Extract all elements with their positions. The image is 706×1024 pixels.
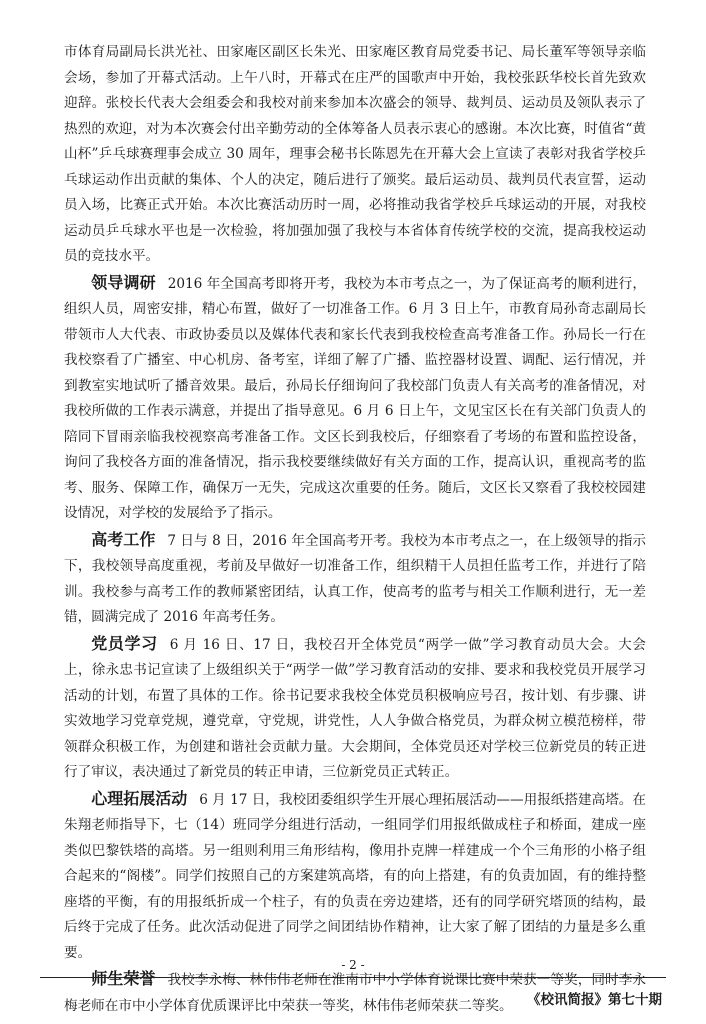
section-heading: 师生荣誉 — [91, 969, 156, 988]
section-leadership-visit — [64, 270, 646, 527]
section-heading: 领导调研 — [91, 272, 156, 292]
footer-divider — [40, 977, 666, 978]
section-party-study — [64, 631, 646, 786]
section-heading: 高考工作 — [91, 529, 156, 549]
section-text: 6 月 16 日、17 日，我校召开全体党员“两学一做”学习教育动员大会。大会上，徐永忠书记宣读了上级组织关于“两学一做”学习教育活动的安排、要求和我校党员开展学习活动的计划，布置了具体的工作。徐书记要求我校全体党员积极响应号召，按计划、有步骤、讲实效地学习党章党规，遵党章，守党规，讲党性，人人争做合格党员，为群众树立模范榜样，带领群众积极工作，为创建和谐社会贡献力量。大会期间，全体党员还对学校三位新党员的转正进行了审议，表决通过了新党员的转正申请，三位新党员正式转正。 — [64, 636, 646, 780]
newsletter-issue-label: 《校讯简报》第七十期 — [527, 992, 662, 1008]
section-heading: 党员学习 — [91, 633, 158, 653]
intro-paragraph: 市体育局副局长洪光社、田家庵区副区长朱光、田家庵区教育局党委书记、局长董军等领导亲临会场，参加了开幕式活动。上午八时，开幕式在庄严的国歌声中开始，我校张跃华校长首先致欢迎辞。张校长代表大会组委会和我校对前来参加本次盛会的领导、裁判员、运动员及领队表示了热烈的欢迎，对为本次赛会付出辛勤劳动的全体筹备人员表示衷心的感谢。本次比赛，时值省“黄山杯”乒乓球赛理事会成立 30 周年，理事会秘书长陈恩先在开幕大会上宣读了表彰对我省学校乒乓球运动作出贡献的集体、个人的决定，随后进行了颁奖。最后运动员、裁判员代表宣誓，运动员入场，比赛正式开始。本次比赛活动历时一周，必将推动我省学校乒乓球运动的开展，对我校运动员乒乓球水平也是一次检验，将加强加强了我校与本省体育传统学校的交流，提高我校运动员的竞技水平。 — [64, 44, 646, 264]
section-text: 7 日与 8 日，2016 年全国高考开考。我校为本市考点之一，在上级领导的指示下，我校领导高度重视，考前及早做好一切准备工作，组织精干人员担任监考工作，并进行了陪训。我校参与高考工作的教师紧密团结，认真工作，使高考的监考与相关工作顺利进行，无一差错，圆满完成了 2016 年高考任务。 — [64, 532, 646, 625]
section-text: 2016 年全国高考即将开考，我校为本市考点之一，为了保证高考的顺利进行，组织人员，周密安排，精心布置，做好了一切准备工作。6 月 3 日上午，市教育局孙奇志副局长带领市人大代表、市政协委员以及媒体代表和家长代表到我校检查高考准备工作。孙局长一行在我校察看了广播室、中心机房、备考室，详细了解了广播、监控器材设置、调配、运行情况，并到教室实地试听了播音效果。最后，孙局长仔细询问了我校部门负责人有关高考的准备情况，对我校所做的工作表示满意，并提出了指导意见。6 月 6 日上午，文见宝区长在有关部门负责人的陪同下冒雨亲临我校视察高考准备工作。文区长到我校后，仔细察看了考场的布置和监控设备，询问了我校各方面的准备情况，指示我校要继续做好有关方面的工作，提高认识，重视高考的监考、服务、保障工作，确保万一无失，完成这次重要的任务。随后，文区长又察看了我校校园建设情况，对学校的发展给予了指示。 — [64, 275, 646, 521]
section-heading: 心理拓展活动 — [91, 788, 188, 808]
section-text: 我校李永梅、林伟伟老师在淮南市中小学体育说课比赛中荣获一等奖，同时李永梅老师在市中小学体育优质课评比中荣获一等奖，林伟伟老师荣获二等奖。 — [64, 972, 646, 1014]
section-exam-work — [64, 527, 646, 631]
section-text: 6 月 17 日，我校团委组织学生开展心理拓展活动——用报纸搭建高塔。在朱翔老师指导下，七（14）班同学分组进行活动，一组同学们用报纸做成柱子和桥面，建成一座类似巴黎铁塔的高塔。另一组则利用三角形结构，像用扑克牌一样建成一个个三角形的小格子组合起来的“阁楼”。同学们按照自己的方案建筑高塔，有的向上搭建，有的负责加固，有的维持整座塔的平衡，有的用报纸折成一个柱子，有的负责在旁边建塔，还有的同学研究塔顶的结构，最后终于完成了任务。此次活动促进了同学之间团结协作精神，让大家了解了团结的力量是多么重要。 — [64, 791, 646, 961]
page-number: - 2 - — [341, 958, 365, 972]
document-body — [64, 40, 646, 1019]
section-psychology-activity — [64, 786, 646, 967]
